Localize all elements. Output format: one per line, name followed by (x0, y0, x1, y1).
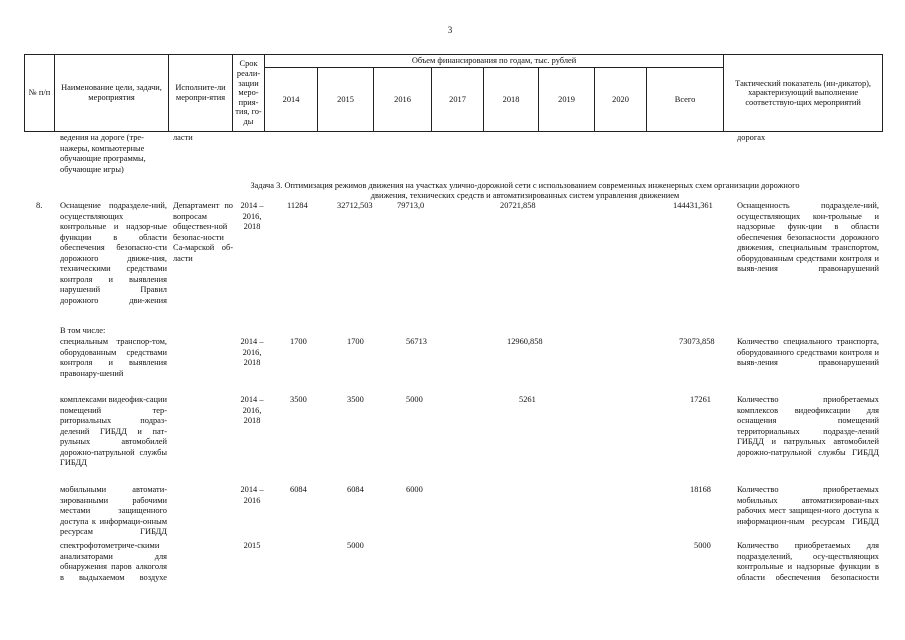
sub1-2018: 12960,858 (507, 337, 543, 346)
sub4-name (60, 541, 167, 583)
header-year: 2017 (432, 68, 484, 132)
including-label: В том числе: (60, 326, 106, 335)
header-year: 2020 (595, 68, 647, 132)
sub2-term: 2014 – 2016, 2018 (240, 395, 264, 425)
sub3-2016: 6000 (406, 485, 423, 494)
header-year: 2018 (484, 68, 539, 132)
sub1-2016: 56713 (406, 337, 427, 346)
cont-executor: ласти (173, 133, 193, 142)
header-funding-title: Объем финансирования по годам, тыс. рублей (265, 55, 724, 68)
sub2-name-text: комплексами видеофик-сации помещений тер-риториальных подраз-делений ГИБДД и пат-рульных автомобилей дорожно-патрульной службы ГИБДД (60, 395, 167, 467)
sub1-2015: 1700 (347, 337, 364, 346)
page-number: 3 (447, 25, 453, 35)
row8-executor-text: Департамент по вопросам обществен-ной безопас-ности Са-марской об-ласти (173, 201, 233, 263)
table-header (24, 54, 883, 132)
sub2-indicator-text: Количество приобретаемых комплексов видеофиксации для оснащения помещений территориальных подразде-лений ГИБДД и патрульных автомобилей дорожно-патрульной службы ГИБДД (737, 395, 879, 457)
row8-name (60, 201, 167, 306)
row8-indicator (737, 201, 879, 275)
sub2-total: 17261 (690, 395, 711, 404)
header-term: Срок реали-зации меро-прия-тия, го-ды (233, 55, 265, 132)
sub3-2014: 6084 (290, 485, 307, 494)
sub2-2016: 5000 (406, 395, 423, 404)
row8-2016: 79713,0 (397, 201, 425, 210)
sub3-term: 2014 – 2016 (240, 485, 264, 505)
sub2-2014: 3500 (290, 395, 307, 404)
header-year: 2015 (318, 68, 374, 132)
header-executor: Исполните-ли меропри-ятия (169, 55, 233, 132)
row8-term: 2014 – 2016, 2018 (240, 201, 264, 231)
cont-indicator: дорогах (737, 133, 766, 142)
sub2-indicator (737, 395, 879, 458)
sub1-term: 2014 – 2016, 2018 (240, 337, 264, 367)
row8-number: 8. (36, 201, 43, 210)
sub4-total: 5000 (694, 541, 711, 550)
sub3-total: 18168 (690, 485, 711, 494)
sub2-2018: 5261 (519, 395, 536, 404)
sub2-name (60, 395, 167, 469)
sub4-indicator (737, 541, 879, 583)
sub3-name-text: мобильными автомати-зированными рабочими местами защищенного доступа к информаци-онным ресурсам ГИБДД (60, 485, 167, 536)
task-heading: Задача 3. Оптимизация режимов движения на участках улично-дорожной сети с использованием современных инженерных схем организации дорожного движения, технических средств и автоматизированных систем управления движением (250, 181, 800, 200)
header-year: 2019 (539, 68, 595, 132)
row8-name-text: Оснащение подразделе-ний, осуществляющих контрольные и надзор-ные функции в области обеспечения безопасно-сти дорожного движе-ния, техническими средствами контроля и выявления нарушений Правил дорожного дви-жения (60, 201, 167, 305)
row8-executor (173, 201, 233, 264)
sub3-name (60, 485, 167, 538)
sub1-name (60, 337, 167, 379)
row8-total: 144431,361 (673, 201, 713, 210)
row8-2015: 32712,503 (337, 201, 373, 210)
sub1-total: 73073,858 (679, 337, 715, 346)
sub3-indicator (737, 485, 879, 527)
header-indicator: Тактический показатель (ин-дикатор), характеризующий выполнение соответствую-щих мероприятий (724, 55, 883, 132)
header-year: 2014 (265, 68, 318, 132)
sub1-indicator-text: Количество специального транспорта, оборудованного средствами контроля и выяв-ления правонарушений (737, 337, 879, 367)
sub4-name-text: спектрофотометриче-скими анализаторами для обнаружения паров алкоголя в выдыхаемом воздухе (60, 541, 167, 582)
row8-2014: 11284 (287, 201, 308, 210)
sub1-indicator (737, 337, 879, 369)
sub4-2015: 5000 (347, 541, 364, 550)
sub4-indicator-text: Количество приобретаемых для подразделений, осу-ществляющих контрольные и надзорные функции в области обеспечения безопасности (737, 541, 879, 582)
sub1-2014: 1700 (290, 337, 307, 346)
cont-name: ведения на дороге (тре-нажеры, компьютерные обучающие программы, обучающие игры) (60, 133, 146, 174)
row8-2018: 20721,858 (500, 201, 536, 210)
header-name: Наименование цели, задачи, мероприятия (55, 55, 169, 132)
sub1-name-text: специальным транспор-том, оборудованным средствами контроля и выявления правонару-шений (60, 337, 167, 378)
sub2-2015: 3500 (347, 395, 364, 404)
sub3-2015: 6084 (347, 485, 364, 494)
sub3-indicator-text: Количество приобретаемых мобильных автоматизирован-ных рабочих мест защищен-ного доступа к информацион-ным ресурсам ГИБДД (737, 485, 879, 526)
header-total: Всего (647, 68, 724, 132)
header-year: 2016 (374, 68, 432, 132)
header-num: № п/п (25, 55, 55, 132)
row8-indicator-text: Оснащенность подразделе-ний, осуществляющих кон-трольные и надзорные функ-ции в области обеспечения безопасности дорожного движения, специальным транспортом, оборудованным средствами контроля и выяв-ления правонарушений (737, 201, 879, 273)
sub4-term: 2015 (243, 541, 261, 550)
